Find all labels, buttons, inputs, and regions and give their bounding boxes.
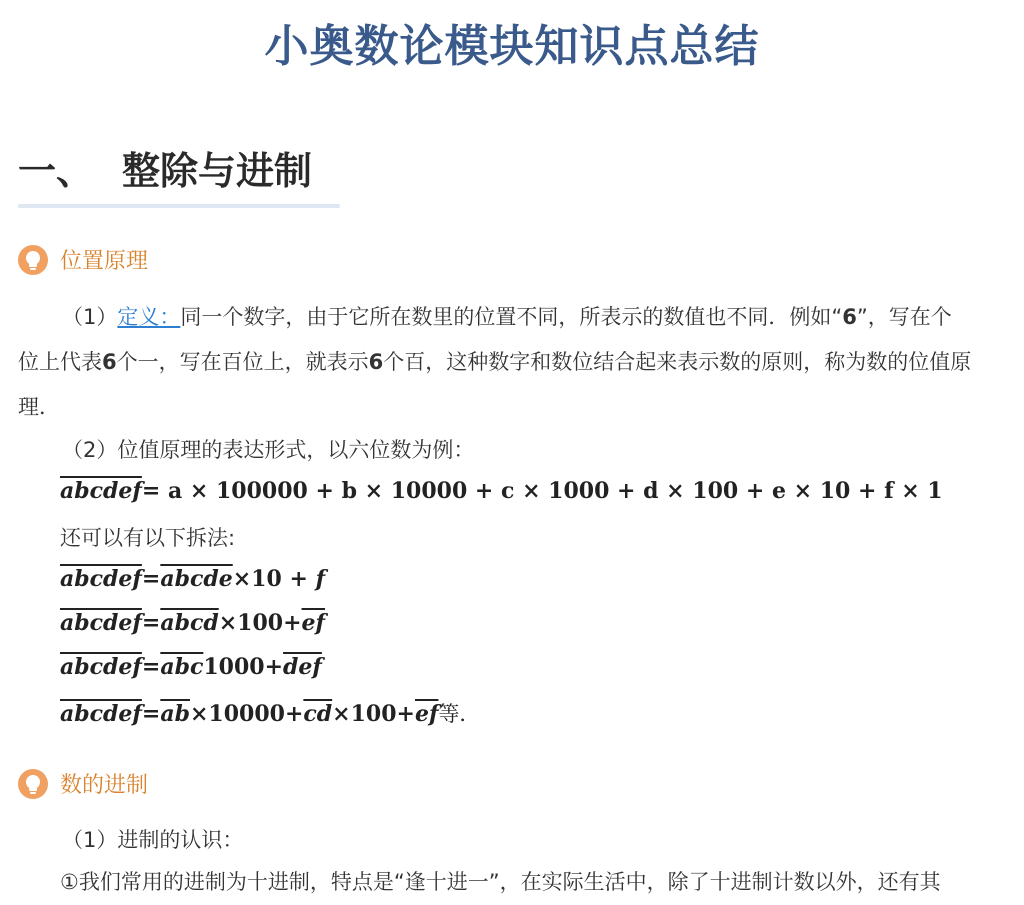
section-divider [18, 204, 340, 208]
formula-split-4: $abcdef=\overline{ab}\times 10000+\overline{cd}\times 100+\overline{ef}$等． [60, 701, 481, 727]
formula-split-2: $abcdef=abcd\times 100+\overline{ef}$ [60, 610, 326, 636]
topic-heading-label: 位置原理 [60, 249, 149, 274]
paragraph-also-split: 还可以有以下拆法: [60, 526, 236, 550]
formula-main: abcdef= a × 100000 + b × 10000 + c × 1000 + d × 100 + e × 10 + f × 1 [60, 478, 943, 504]
section-heading [18, 140, 312, 195]
topic-heading-position-principle [18, 244, 148, 275]
section-label: 整除与进制 [122, 149, 313, 193]
section-number: 一、 [18, 149, 95, 193]
lightbulb-icon [18, 769, 48, 799]
paragraph-base-decimal: ①我们常用的进制为十进制，特点是“逢十进一”，在实际生活中，除了十进制计数以外，还有其 [60, 870, 941, 894]
page-title: 小奥数论模块知识点总结 [264, 21, 760, 72]
topic-heading-label: 数的进制 [60, 773, 149, 798]
paragraph-base-recognition: （1）进制的认识： [62, 828, 244, 852]
paragraph-definition: （1）定义：同一个数字，由于它所在数里的位置不同，所表示的数值也不同．例如“6”，写在个 位上代表6个一，写在百位上，就表示6个百，这种数字和数位结合起来表示数的原则，称为数的位值原 理． [18, 305, 972, 419]
definition-link[interactable]: 定义： [117, 305, 181, 329]
formula-split-3: $abcdef=\overline{abc}1000+\overline{def}$ [60, 654, 322, 680]
lightbulb-icon [18, 245, 48, 275]
paragraph-expression-form: （2）位值原理的表达形式，以六位数为例： [62, 438, 475, 462]
formula-split-1: abcdef=abcde×10 + f [60, 566, 326, 592]
topic-heading-number-base [18, 768, 148, 799]
